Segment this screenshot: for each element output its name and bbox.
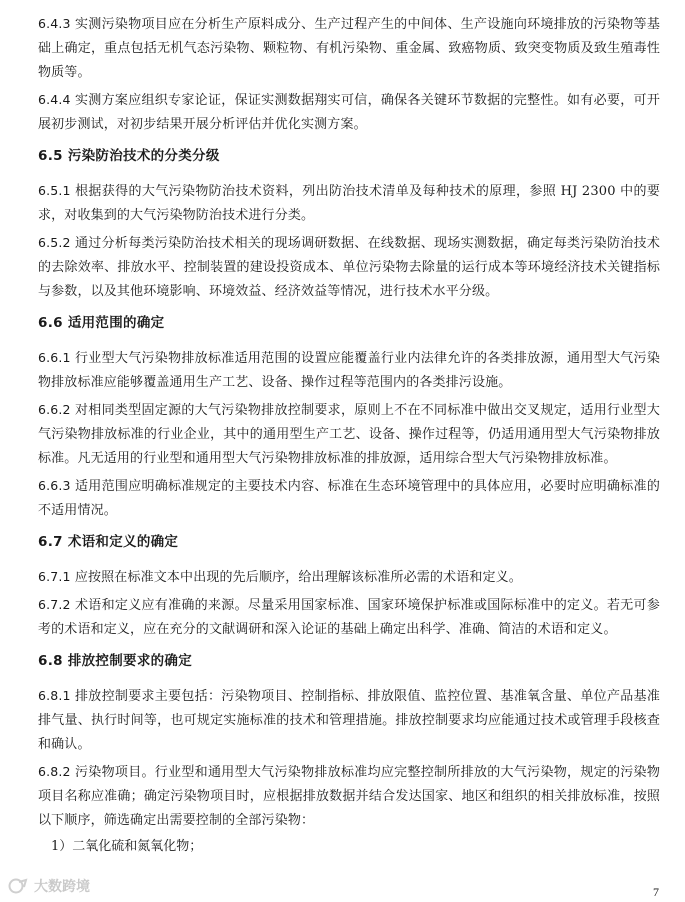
clause-number: 6.6.2 bbox=[38, 402, 71, 417]
watermark-text: 大数跨境 bbox=[34, 879, 90, 895]
clause-text: 实测污染物项目应在分析生产原料成分、生产过程产生的中间体、生产设施向环境排放的污染物等基础上确定，重点包括无机气态污染物、颗粒物、有机污染物、重金属、致癌物质、致突变物质及致生殖毒性物质等。 bbox=[38, 17, 660, 80]
section-heading: 6.6 适用范围的确定 bbox=[38, 315, 165, 331]
clause-paragraph bbox=[38, 593, 660, 642]
clause-number: 6.5.1 bbox=[38, 183, 71, 198]
clause-text: 排放控制要求主要包括：污染物项目、控制指标、排放限值、监控位置、基准氧含量、单位产品基准排气量、执行时间等，也可规定实施标准的技术和管理措施。排放控制要求均应能通过技术或管理手段核查和确认。 bbox=[38, 689, 660, 752]
clause-paragraph bbox=[38, 346, 660, 395]
clause-text: 通过分析每类污染防治技术相关的现场调研数据、在线数据、现场实测数据，确定每类污染防治技术的去除效率、排放水平、控制装置的建设投资成本、单位污染物去除量的运行成本等环境经济技术关键指标与参数，以及其他环境影响、环境效益、经济效益等情况，进行技术水平分级。 bbox=[38, 236, 660, 299]
section-heading: 6.5 污染防治技术的分类分级 bbox=[38, 148, 220, 164]
clause-text: 污染物项目。行业型和通用型大气污染物排放标准均应完整控制所排放的大气污染物，规定的污染物项目名称应准确；确定污染物项目时，应根据排放数据并结合发达国家、地区和组织的相关排放标准，按照以下顺序，筛选确定出需要控制的全部污染物： bbox=[38, 765, 660, 828]
watermark bbox=[8, 876, 90, 896]
clause-number: 6.4.4 bbox=[38, 92, 71, 107]
clause-paragraph bbox=[38, 88, 660, 137]
clause-number: 6.6.3 bbox=[38, 478, 71, 493]
clause-paragraph bbox=[38, 179, 660, 228]
page-number: 7 bbox=[653, 885, 659, 899]
section-heading: 6.7 术语和定义的确定 bbox=[38, 534, 179, 550]
clause-paragraph bbox=[38, 684, 660, 757]
clause-text: 适用范围应明确标准规定的主要技术内容、标准在生态环境管理中的具体应用，必要时应明确标准的不适用情况。 bbox=[38, 479, 660, 518]
clause-number: 6.7.1 bbox=[38, 569, 71, 584]
clause-paragraph bbox=[38, 565, 660, 590]
clause-text: 对相同类型固定源的大气污染物排放控制要求，原则上不在不同标准中做出交叉规定，适用行业型大气污染物排放标准的行业企业，其中的通用型生产工艺、设备、操作过程等，仍适用通用型大气污染物排放标准。凡无适用的行业型和通用型大气污染物排放标准的排放源，适用综合型大气污染物排放标准。 bbox=[38, 403, 660, 466]
clause-paragraph bbox=[38, 12, 660, 85]
clause-text: 术语和定义应有准确的来源。尽量采用国家标准、国家环境保护标准或国际标准中的定义。若无可参考的术语和定义，应在充分的文献调研和深入论证的基础上确定出科学、准确、简洁的术语和定义。 bbox=[38, 598, 660, 637]
clause-number: 6.4.3 bbox=[38, 16, 71, 31]
clause-number: 6.8.1 bbox=[38, 688, 71, 703]
clause-paragraph bbox=[38, 474, 660, 523]
list-item: 1）二氧化硫和氮氧化物； bbox=[51, 839, 203, 854]
clause-text: 行业型大气污染物排放标准适用范围的设置应能覆盖行业内法律允许的各类排放源，通用型大气污染物排放标准应能够覆盖通用生产工艺、设备、操作过程等范围内的各类排污设施。 bbox=[38, 351, 660, 390]
document-body bbox=[38, 12, 660, 858]
logo-icon bbox=[8, 878, 28, 894]
clause-paragraph bbox=[38, 760, 660, 833]
clause-text: 实测方案应组织专家论证，保证实测数据翔实可信，确保各关键环节数据的完整性。如有必要，可开展初步测试，对初步结果开展分析评估并优化实测方案。 bbox=[38, 93, 660, 132]
clause-text: 根据获得的大气污染物防治技术资料，列出防治技术清单及每种技术的原理，参照 HJ 2300 中的要求，对收集到的大气污染物防治技术进行分类。 bbox=[38, 184, 660, 223]
clause-number: 6.5.2 bbox=[38, 235, 71, 250]
clause-text: 应按照在标准文本中出现的先后顺序，给出理解该标准所必需的术语和定义。 bbox=[74, 570, 522, 585]
clause-paragraph bbox=[38, 398, 660, 471]
section-heading: 6.8 排放控制要求的确定 bbox=[38, 653, 193, 669]
clause-number: 6.6.1 bbox=[38, 350, 71, 365]
clause-number: 6.7.2 bbox=[38, 597, 71, 612]
clause-paragraph bbox=[38, 231, 660, 304]
clause-number: 6.8.2 bbox=[38, 764, 71, 779]
